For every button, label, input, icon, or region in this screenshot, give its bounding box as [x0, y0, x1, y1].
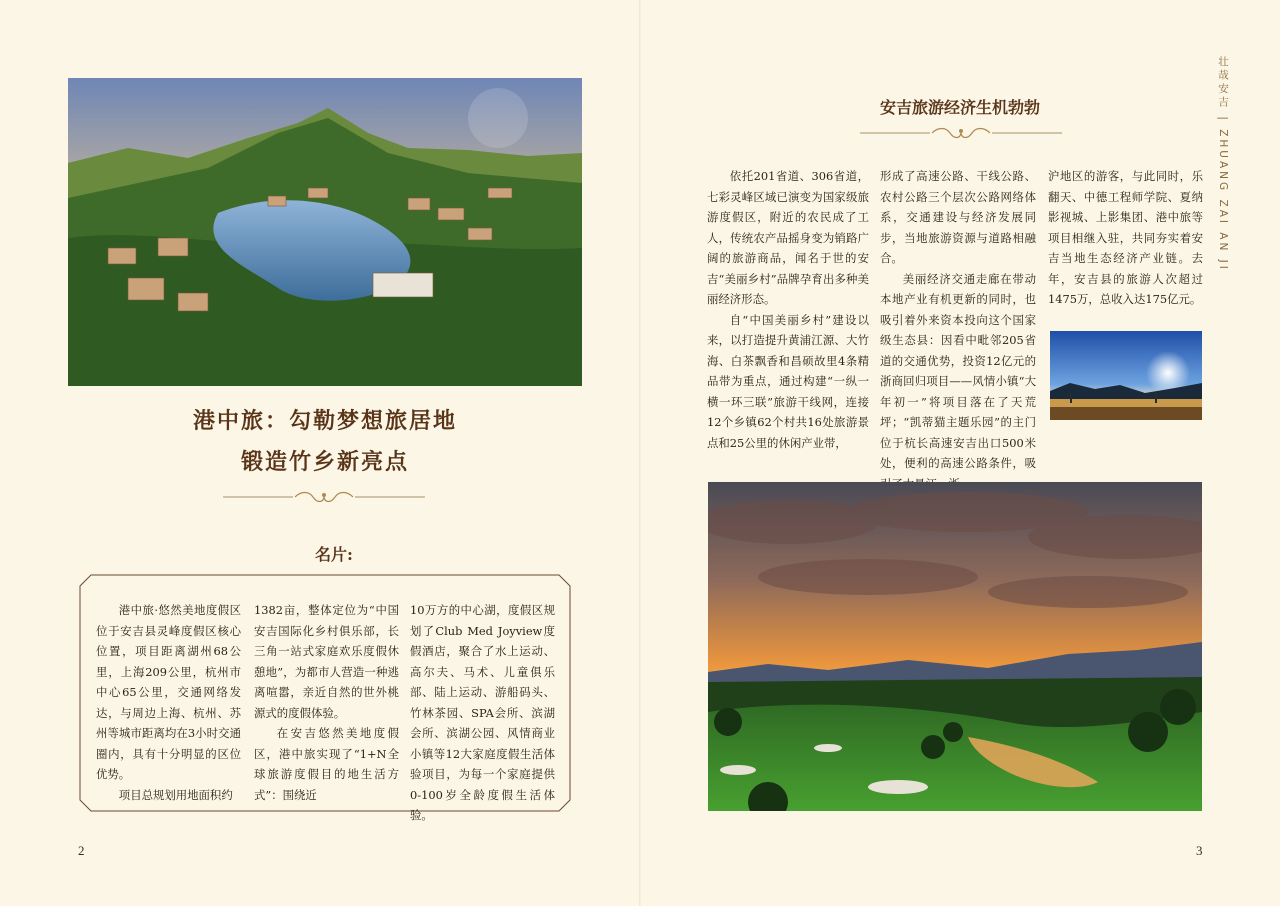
card-column-3: [410, 600, 555, 826]
article-paragraph: 沪地区的游客，与此同时，乐翻天、中德工程师学院、夏纳影视城、上影集团、港中旅等项目相继入驻，共同夯实着安吉当地生态经济产业链。去年，安吉县的旅游人次超过1475万，总收入达175亿元。: [1048, 169, 1203, 306]
article-column-2: [880, 166, 1036, 494]
card-paragraph: 在安吉悠然美地度假区，港中旅实现了“1+N全球旅游度假目的地生活方式”：围绕近: [254, 726, 399, 802]
profile-card: [79, 574, 571, 822]
article-title-line1: 港中旅：勾勒梦想旅居地: [192, 408, 457, 434]
golf-course-sunset-photo: [708, 482, 1202, 811]
page-spine: [639, 0, 641, 906]
article-paragraph: 依托201省道、306省道，七彩灵峰区域已演变为国家级旅游度假区，附近的农民成了工人，传统农产品摇身变为销路广阔的旅游商品，闻名于世的安吉“美丽乡村”品牌孕育出多种美丽经济形态。: [707, 169, 869, 306]
page-number-left: 2: [78, 843, 85, 858]
card-column-2: [254, 600, 399, 805]
card-paragraph: 10万方的中心湖，度假区规划了Club Med Joyview度假酒店，聚合了水上运动、高尔夫、马术、儿童俱乐部、陆上运动、游船码头、竹林茶园、SPA会所、滨湖会所、滨湖公园、风情商业小镇等12大家庭度假生活体验项目，为每一个家庭提供0-100岁全龄度假生活体验。: [410, 603, 555, 822]
article-title-line2: 锻造竹乡新亮点: [240, 449, 409, 475]
article-column-3: [1048, 166, 1203, 310]
ornament-divider-right: [860, 125, 1062, 141]
card-paragraph: 港中旅·悠然美地度假区位于安吉县灵峰度假区核心位置，项目距离湖州68公里，上海209公里，杭州市中心65公里，交通网络发达，与周边上海、杭州、苏州等城市距离均在3小时交通圈内，具有十分明显的区位优势。: [96, 603, 241, 781]
card-paragraph: 项目总规划用地面积约: [118, 787, 233, 802]
article-paragraph: 美丽经济交通走廊在带动本地产业有机更新的同时，也吸引着外来资本投向这个国家级生态县：因看中毗邻205省道的交通优势，投资12亿元的浙商回归项目——风情小镇“大年初一”将项目落在了天荒坪；“凯蒂猫主题乐园”的主门位于杭长高速安吉出口500米处，便利的高速公路条件，吸: [880, 271, 1036, 470]
sunset-lake-photo: [1050, 331, 1202, 420]
magazine-section-label: 壮哉安吉 | ZHUANG ZAI AN JI: [1217, 56, 1229, 272]
resort-aerial-photo: [68, 78, 582, 386]
article-paragraph: 自“中国美丽乡村”建设以来，以打造提升黄浦江源、大竹海、白茶飘香和昌硕故里4条精品带为重点，通过构建“一纵一横一环三联”旅游干线网，连接12个乡镇62个村共16处旅游景点和25公里的休闲产业带，: [707, 312, 869, 450]
card-heading: 名片:: [315, 545, 353, 564]
article-paragraph: 形成了高速公路、干线公路、农村公路三个层次公路网络体系，交通建设与经济发展同步，当地旅游资源与道路相融合。: [880, 169, 1036, 265]
page-number-right: 3: [1196, 843, 1203, 858]
card-column-1: [96, 600, 241, 805]
section-heading: 安吉旅游经济生机勃勃: [879, 98, 1040, 117]
ornament-divider: [223, 489, 425, 505]
article-column-1: [707, 166, 869, 453]
card-paragraph: 1382亩，整体定位为“中国安吉国际化乡村俱乐部，长三角一站式家庭欢乐度假休憩地”，为都市人营造一种逃离喧嚣，亲近自然的世外桃源式的度假体验。: [254, 603, 399, 720]
